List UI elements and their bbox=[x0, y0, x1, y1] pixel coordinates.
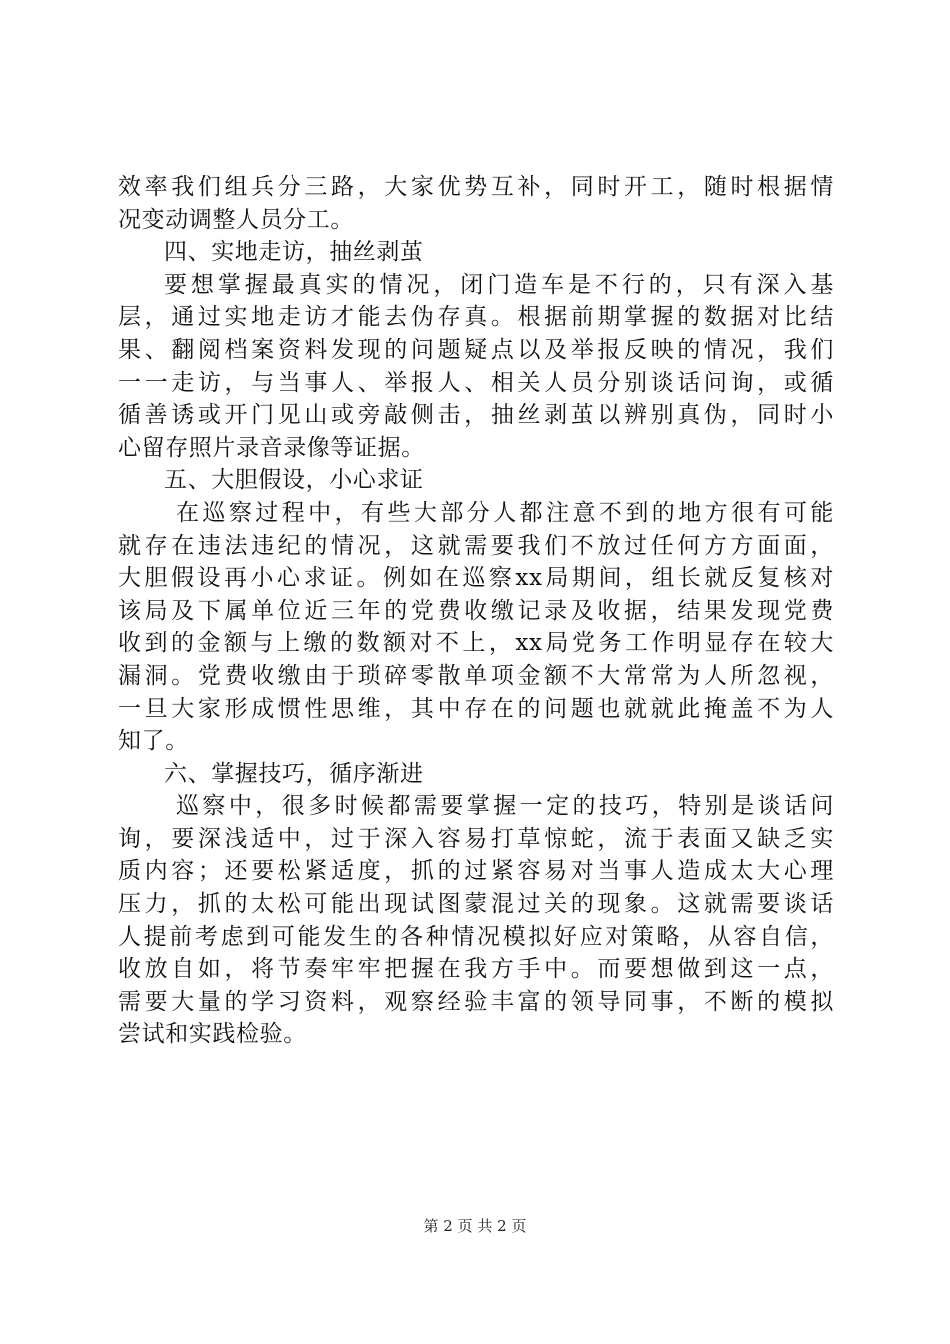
body-line: 况变动调整人员分工。 bbox=[118, 206, 354, 233]
section-heading: 五、大胆假设，小心求证 bbox=[164, 467, 424, 494]
body-line: 心留存照片录音录像等证据。 bbox=[118, 434, 425, 461]
section-heading: 四、实地走访，抽丝剥茧 bbox=[164, 239, 424, 266]
body-line: 压力，抓的太松可能出现试图蒙混过关的现象。这就需要谈话 bbox=[118, 891, 834, 918]
body-line: 收到的金额与上缴的数额对不上，xx局党务工作明显存在较大 bbox=[118, 630, 834, 657]
body-line: 层，通过实地走访才能去伪存真。根据前期掌握的数据对比结 bbox=[118, 304, 834, 331]
body-line: 尝试和实践检验。 bbox=[118, 1021, 307, 1048]
body-line: 收放自如，将节奏牢牢把握在我方手中。而要想做到这一点， bbox=[118, 956, 834, 983]
body-line: 质内容；还要松紧适度，抓的过紧容易对当事人造成太大心理 bbox=[118, 858, 834, 885]
body-line: 大胆假设再小心求证。例如在巡察xx局期间，组长就反复核对 bbox=[118, 565, 834, 592]
body-line: 知了。 bbox=[118, 728, 189, 755]
body-line: 效率我们组兵分三路，大家优势互补，同时开工，随时根据情 bbox=[118, 174, 834, 200]
body-line: 在巡察过程中，有些大部分人都注意不到的地方很有可能 bbox=[176, 499, 834, 526]
body-line: 果、翻阅档案资料发现的问题疑点以及举报反映的情况，我们 bbox=[118, 336, 834, 363]
body-line: 一一走访，与当事人、举报人、相关人员分别谈话问询，或循 bbox=[118, 369, 834, 396]
body-line: 询，要深浅适中，过于深入容易打草惊蛇，流于表面又缺乏实 bbox=[118, 825, 834, 852]
body-line: 一旦大家形成惯性思维，其中存在的问题也就就此掩盖不为人 bbox=[118, 695, 834, 722]
document-body bbox=[118, 171, 834, 1051]
body-line: 就存在违法违纪的情况，这就需要我们不放过任何方方面面， bbox=[118, 532, 834, 559]
body-line: 要想掌握最真实的情况，闭门造车是不行的，只有深入基 bbox=[164, 271, 834, 298]
section-heading: 六、掌握技巧，循序渐进 bbox=[164, 760, 424, 787]
body-line: 巡察中，很多时候都需要掌握一定的技巧，特别是谈话问 bbox=[176, 793, 834, 820]
body-line: 漏洞。党费收缴由于琐碎零散单项金额不大常常为人所忽视， bbox=[118, 662, 834, 689]
body-line: 该局及下属单位近三年的党费收缴记录及收据，结果发现党费 bbox=[118, 597, 834, 624]
body-line: 循善诱或开门见山或旁敲侧击，抽丝剥茧以辨别真伪，同时小 bbox=[118, 402, 834, 429]
body-line: 人提前考虑到可能发生的各种情况模拟好应对策略，从容自信， bbox=[118, 923, 834, 950]
body-line: 需要大量的学习资料，观察经验丰富的领导同事，不断的模拟 bbox=[118, 988, 834, 1015]
page-footer: 第 2 页 共 2 页 bbox=[423, 1217, 527, 1235]
